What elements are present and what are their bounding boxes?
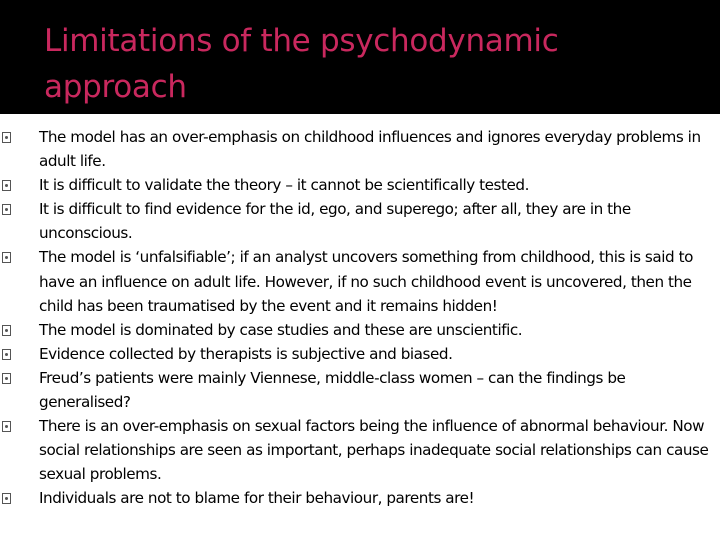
missing-glyph-box-icon xyxy=(2,421,11,432)
bullet-text: The model is dominated by case studies and these are unscientific. xyxy=(39,320,523,339)
bullet-item xyxy=(0,366,720,414)
missing-glyph-box-icon xyxy=(2,349,11,360)
bullet-item xyxy=(0,173,720,197)
bullet-text: Evidence collected by therapists is subjective and biased. xyxy=(39,344,453,363)
bullet-text: The model has an over-emphasis on childhood influences and ignores everyday problems in adult life. xyxy=(39,128,701,171)
bullet-item xyxy=(0,414,720,486)
bullet-list xyxy=(0,125,720,511)
missing-glyph-box-icon xyxy=(2,325,11,336)
content-panel xyxy=(0,114,720,540)
missing-glyph-box-icon xyxy=(2,493,11,504)
bullet-item xyxy=(0,125,720,173)
bullet-text: There is an over-emphasis on sexual factors being the influence of abnormal behaviour. Now social relationships are seen as important, perhaps inadequate social relationships can cause sexual problems. xyxy=(39,417,709,484)
missing-glyph-box-icon xyxy=(2,132,11,143)
slide-title: Limitations of the psychodynamic approach xyxy=(44,23,559,105)
bullet-item xyxy=(0,318,720,342)
missing-glyph-box-icon xyxy=(2,180,11,191)
bullet-text: It is difficult to validate the theory – it cannot be scientifically tested. xyxy=(39,176,529,195)
bullet-text: The model is ‘unfalsifiable’; if an analyst uncovers something from childhood, this is said to have an influence on adult life. However, if no such childhood event is uncovered, then the child has been traumatised by the event and it remains hidden! xyxy=(39,248,693,315)
missing-glyph-box-icon xyxy=(2,252,11,263)
bullet-item xyxy=(0,486,720,510)
bullet-item xyxy=(0,197,720,245)
bullet-text: It is difficult to find evidence for the id, ego, and superego; after all, they are in the unconscious. xyxy=(39,200,631,243)
bullet-item xyxy=(0,342,720,366)
bullet-text: Freud’s patients were mainly Viennese, middle-class women – can the findings be generalised? xyxy=(39,368,626,412)
bullet-text: Individuals are not to blame for their behaviour, parents are! xyxy=(39,489,475,508)
missing-glyph-box-icon xyxy=(2,204,11,215)
bullet-item xyxy=(0,245,720,317)
missing-glyph-box-icon xyxy=(2,373,11,384)
